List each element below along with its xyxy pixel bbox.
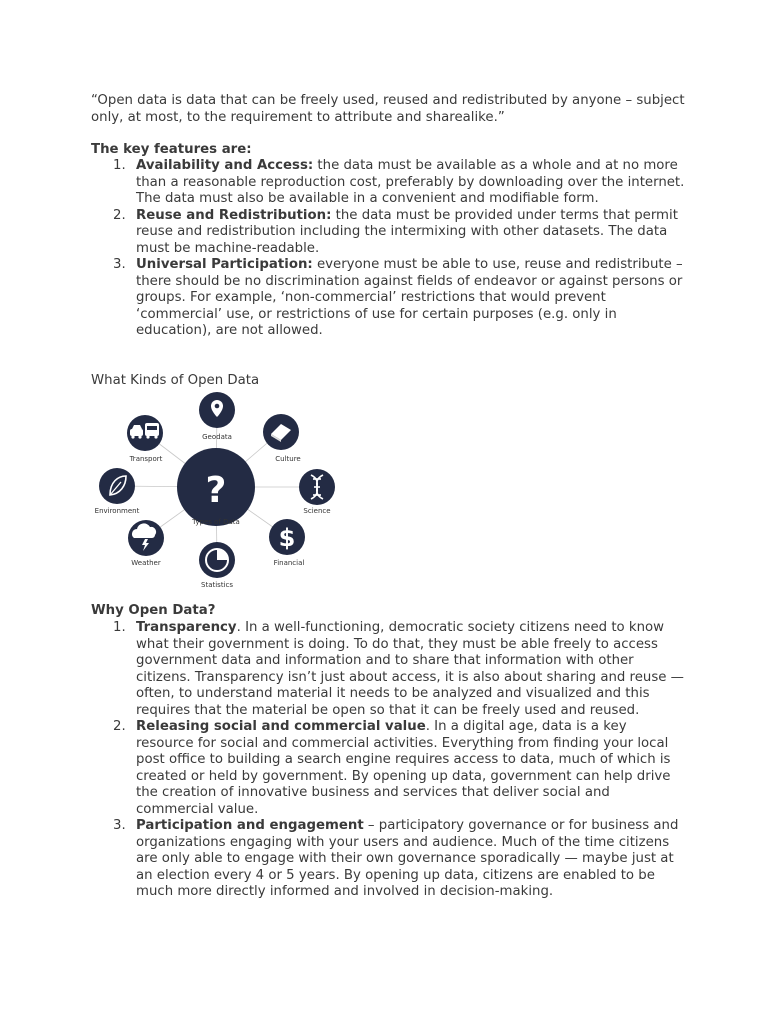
list-item — [91, 719, 686, 818]
list-item-title: Releasing social and commercial value — [136, 719, 426, 734]
node-label: Science — [303, 507, 331, 515]
list-number: 2. — [113, 719, 126, 734]
list-item-body: everyone must be able to use, reuse and redistribute – there should be no discrimination against fields of endeavor or against persons or groups. For example, ‘non-commercial’ restrictions that would prevent ‘commercial’ use, or restrictions of use for certain purposes (e.g. only in education), are not allowed. — [136, 257, 683, 338]
node-environment — [95, 468, 140, 515]
list-item-title: Participation and engagement — [136, 818, 364, 833]
list-item-title: Transparency — [136, 620, 237, 635]
list-number: 1. — [113, 158, 126, 173]
node-label: Culture — [275, 455, 301, 463]
list-number: 1. — [113, 620, 126, 635]
dollar-icon: $ — [278, 524, 296, 552]
why-list — [91, 620, 686, 901]
list-item-body: the data must be available as a whole and at no more than a reasonable reproduction cost, preferably by downloading over the internet. The data must also be available in a convenient and modifiable form. — [136, 158, 685, 206]
node-label: Statistics — [201, 581, 233, 589]
node-weather — [128, 520, 164, 567]
list-number: 3. — [113, 818, 126, 833]
list-item-title: Universal Participation: — [136, 257, 313, 272]
kinds-heading: What Kinds of Open Data — [91, 373, 260, 388]
node-label: Financial — [273, 559, 305, 567]
key-features-heading: The key features are: — [91, 142, 252, 157]
node-science — [299, 469, 335, 515]
list-item-title: Reuse and Redistribution: — [136, 207, 332, 223]
list-number: 2. — [113, 207, 126, 223]
node-culture — [263, 414, 301, 463]
list-item-body: . In a well-functioning, democratic society citizens need to know what their government is doing. To do that, they must be able freely to access government data and information and to share that information with other citizens. Transparency isn’t just about access, it is also about sharing and reuse — often, to understand material it needs to be analyzed and visualized and this requires that the material be open so that it can be freely used and reused. — [136, 620, 684, 718]
list-item — [91, 818, 686, 901]
node-geodata — [199, 392, 235, 441]
list-item — [91, 257, 686, 340]
node-label: Geodata — [202, 433, 232, 441]
list-item — [91, 158, 686, 208]
node-statistics — [199, 542, 235, 589]
why-heading: Why Open Data? — [91, 603, 216, 618]
list-item-body: – participatory governance or for business and organizations engaging with your users and audience. Much of the time citizens are only able to engage with their own governance sporadically — maybe just at an election every 4 or 5 years. By opening up data, citizens are enabled to be much more directly informed and involved in decision-making. — [136, 818, 679, 899]
node-financial — [269, 519, 305, 567]
list-item-body: the data must be provided under terms that permit reuse and redistribution including the intermixing with other datasets. The data must be machine-readable. — [136, 207, 678, 256]
types-of-data-diagram — [88, 390, 348, 595]
list-item-title: Availability and Access: — [136, 158, 314, 173]
list-item — [91, 208, 686, 258]
node-label: Weather — [131, 559, 161, 567]
center-label: Types of Data — [192, 518, 240, 526]
key-features-list — [91, 158, 686, 340]
center-node — [177, 448, 255, 526]
node-transport — [127, 415, 163, 463]
question-mark-icon: ? — [205, 470, 227, 511]
node-label: Transport — [129, 455, 163, 463]
open-data-definition-quote: “Open data is data that can be freely used, reused and redistributed by anyone – subject only, at most, to the requirement to attribute and sharealike.” — [91, 93, 685, 125]
list-item — [91, 620, 686, 719]
list-number: 3. — [113, 257, 126, 272]
list-item-body: . In a digital age, data is a key resource for social and commercial activities. Everything from finding your local post office to building a search engine requires access to data, much of which is created or held by government. By opening up data, government can help drive the creation of innovative business and services that deliver social and commercial value. — [136, 719, 671, 817]
node-label: Environment — [94, 507, 140, 515]
